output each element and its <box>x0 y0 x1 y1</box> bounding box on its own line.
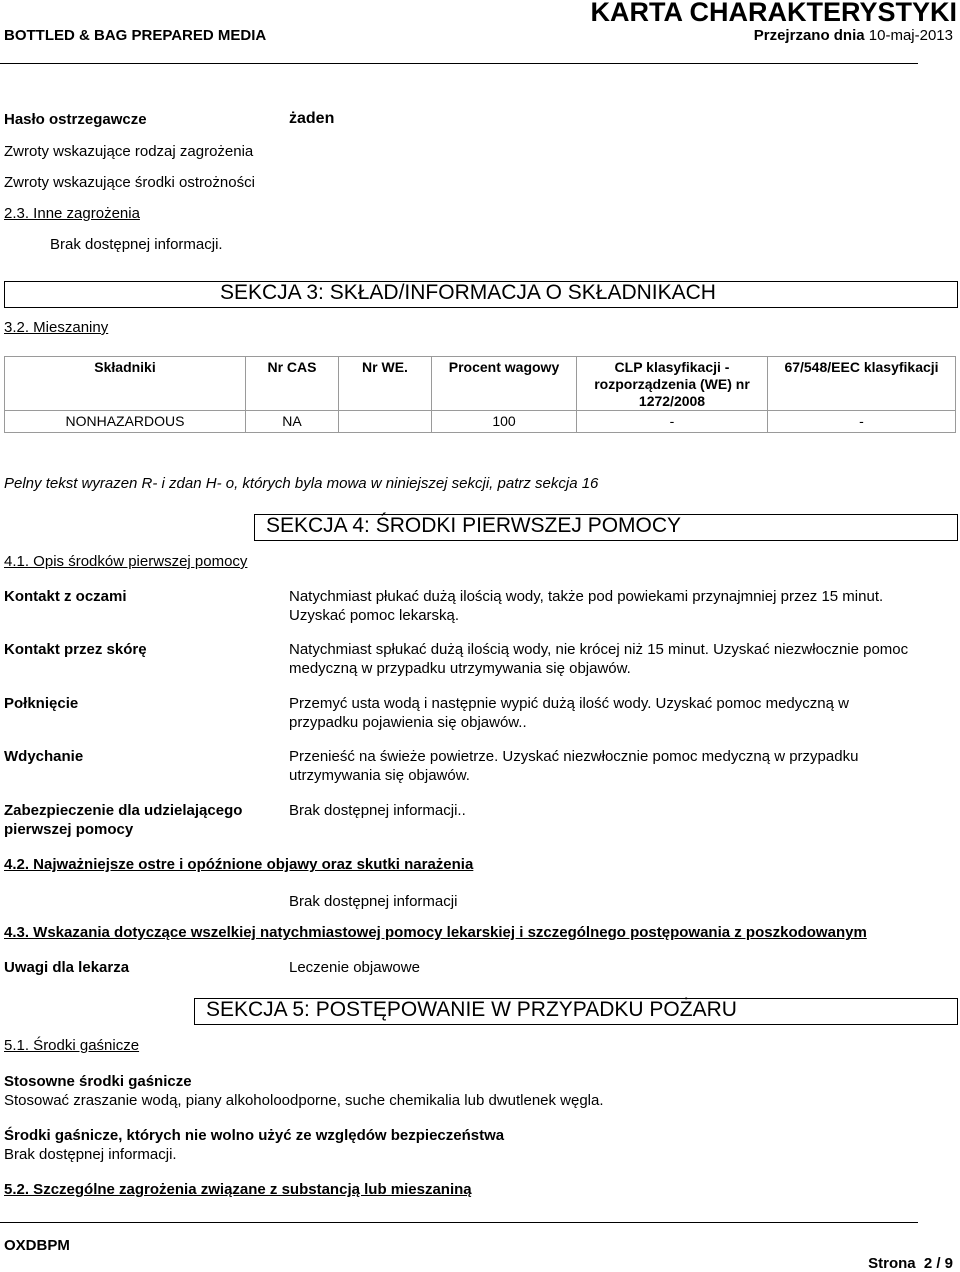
full-text-note: Pelny tekst wyrazen R- i zdan H- o, których byla mowa w niniejszej sekcji, patrz sekcja 16 <box>4 475 599 492</box>
revision-label: Przejrzano dnia <box>753 27 865 44</box>
composition-table <box>4 356 956 433</box>
inhalation-text: Przenieść na świeże powietrze. Uzyskać niezwłocznie pomoc medyczną w przypadku utrzymywania się objawów. <box>289 748 859 784</box>
first-aider-protection-label: Zabezpieczenie dla udzielającego pierwszej pomocy <box>4 802 243 838</box>
footer-code: OXDBPM <box>4 1237 70 1254</box>
document-title: KARTA CHARAKTERYSTYKI <box>590 0 957 27</box>
extinguishing-media-heading: 5.1. Środki gaśnicze <box>4 1037 140 1054</box>
skin-contact-label: Kontakt przez skórę <box>4 641 147 658</box>
skin-contact-text: Natychmiast spłukać dużą ilością wody, nie krócej niż 15 minut. Uzyskać niezwłocznie pomoc medyczną w przypadku utrzymywania się objawów. <box>289 641 909 677</box>
page-number <box>868 1255 953 1272</box>
signal-word-value: żaden <box>289 110 335 127</box>
physician-note-text: Leczenie objawowe <box>289 959 420 976</box>
special-hazards-heading: 5.2. Szczególne zagrożenia związane z substancją lub mieszaniną <box>4 1181 472 1198</box>
cell-ingredient: NONHAZARDOUS <box>5 411 246 433</box>
cell-clp: - <box>577 411 768 433</box>
company-name: BOTTLED & BAG PREPARED MEDIA <box>4 27 267 44</box>
precaution-statements-label: Zwroty wskazujące środki ostrożności <box>4 174 255 191</box>
cell-eec: - <box>768 411 956 433</box>
col-header-ingredients: Składniki <box>5 357 246 411</box>
signal-word-label: Hasło ostrzegawcze <box>4 111 147 128</box>
footer-rule <box>0 1222 918 1223</box>
physician-note-label: Uwagi dla lekarza <box>4 959 130 976</box>
ingestion-text: Przemyć usta wodą i następnie wypić dużą ilość wody. Uzyskać pomoc medyczną w przypadku pojawienia się objawów.. <box>289 695 849 731</box>
other-hazards-text: Brak dostępnej informacji. <box>50 236 223 253</box>
page-label: Strona <box>868 1255 916 1272</box>
table-header-row <box>5 357 956 411</box>
symptoms-text: Brak dostępnej informacji <box>289 893 458 910</box>
unsuitable-media-label: Środki gaśnicze, których nie wolno użyć ze względów bezpieczeństwa <box>4 1127 505 1144</box>
section5-title: SEKCJA 5: POSTĘPOWANIE W PRZYPADKU POŻARU <box>206 998 737 1021</box>
eye-contact-text: Natychmiast płukać dużą ilością wody, także pod powiekami przynajmniej przez 15 minut. Uzyskać pomoc lekarską. <box>289 588 884 624</box>
cell-ec <box>339 411 432 433</box>
other-hazards-heading: 2.3. Inne zagrożenia <box>4 205 140 222</box>
col-header-ec: Nr WE. <box>339 357 432 411</box>
suitable-media-text: Stosować zraszanie wodą, piany alkoholoodporne, suche chemikalia lub dwutlenek węgla. <box>4 1092 604 1109</box>
revision-value: 10-maj-2013 <box>868 27 953 44</box>
revision-date <box>754 27 953 44</box>
col-header-cas: Nr CAS <box>246 357 339 411</box>
first-aid-description-heading: 4.1. Opis środków pierwszej pomocy <box>4 553 248 570</box>
hazard-statements-label: Zwroty wskazujące rodzaj zagrożenia <box>4 143 254 160</box>
first-aider-protection-text: Brak dostępnej informacji.. <box>289 802 466 819</box>
page-value: 2 / 9 <box>923 1255 953 1272</box>
suitable-media-label: Stosowne środki gaśnicze <box>4 1073 192 1090</box>
col-header-weight-percent: Procent wagowy <box>432 357 577 411</box>
ingestion-label: Połknięcie <box>4 695 79 712</box>
col-header-eec: 67/548/EEC klasyfikacji <box>768 357 956 411</box>
inhalation-label: Wdychanie <box>4 748 84 765</box>
medical-attention-heading: 4.3. Wskazania dotyczące wszelkiej natychmiastowej pomocy lekarskiej i szczególnego postępowania z poszkodowanym <box>4 924 867 941</box>
section3-title: SEKCJA 3: SKŁAD/INFORMACJA O SKŁADNIKACH <box>220 281 716 304</box>
section4-title: SEKCJA 4: ŚRODKI PIERWSZEJ POMOCY <box>266 514 682 537</box>
cell-weight-percent: 100 <box>432 411 577 433</box>
header-rule <box>0 63 918 64</box>
mixtures-heading: 3.2. Mieszaniny <box>4 319 109 336</box>
cell-cas: NA <box>246 411 339 433</box>
table-row <box>5 411 956 433</box>
eye-contact-label: Kontakt z oczami <box>4 588 127 605</box>
col-header-clp: CLP klasyfikacji - rozporządzenia (WE) nr 1272/2008 <box>577 357 768 411</box>
unsuitable-media-text: Brak dostępnej informacji. <box>4 1146 177 1163</box>
symptoms-heading: 4.2. Najważniejsze ostre i opóźnione objawy oraz skutki narażenia <box>4 856 474 873</box>
